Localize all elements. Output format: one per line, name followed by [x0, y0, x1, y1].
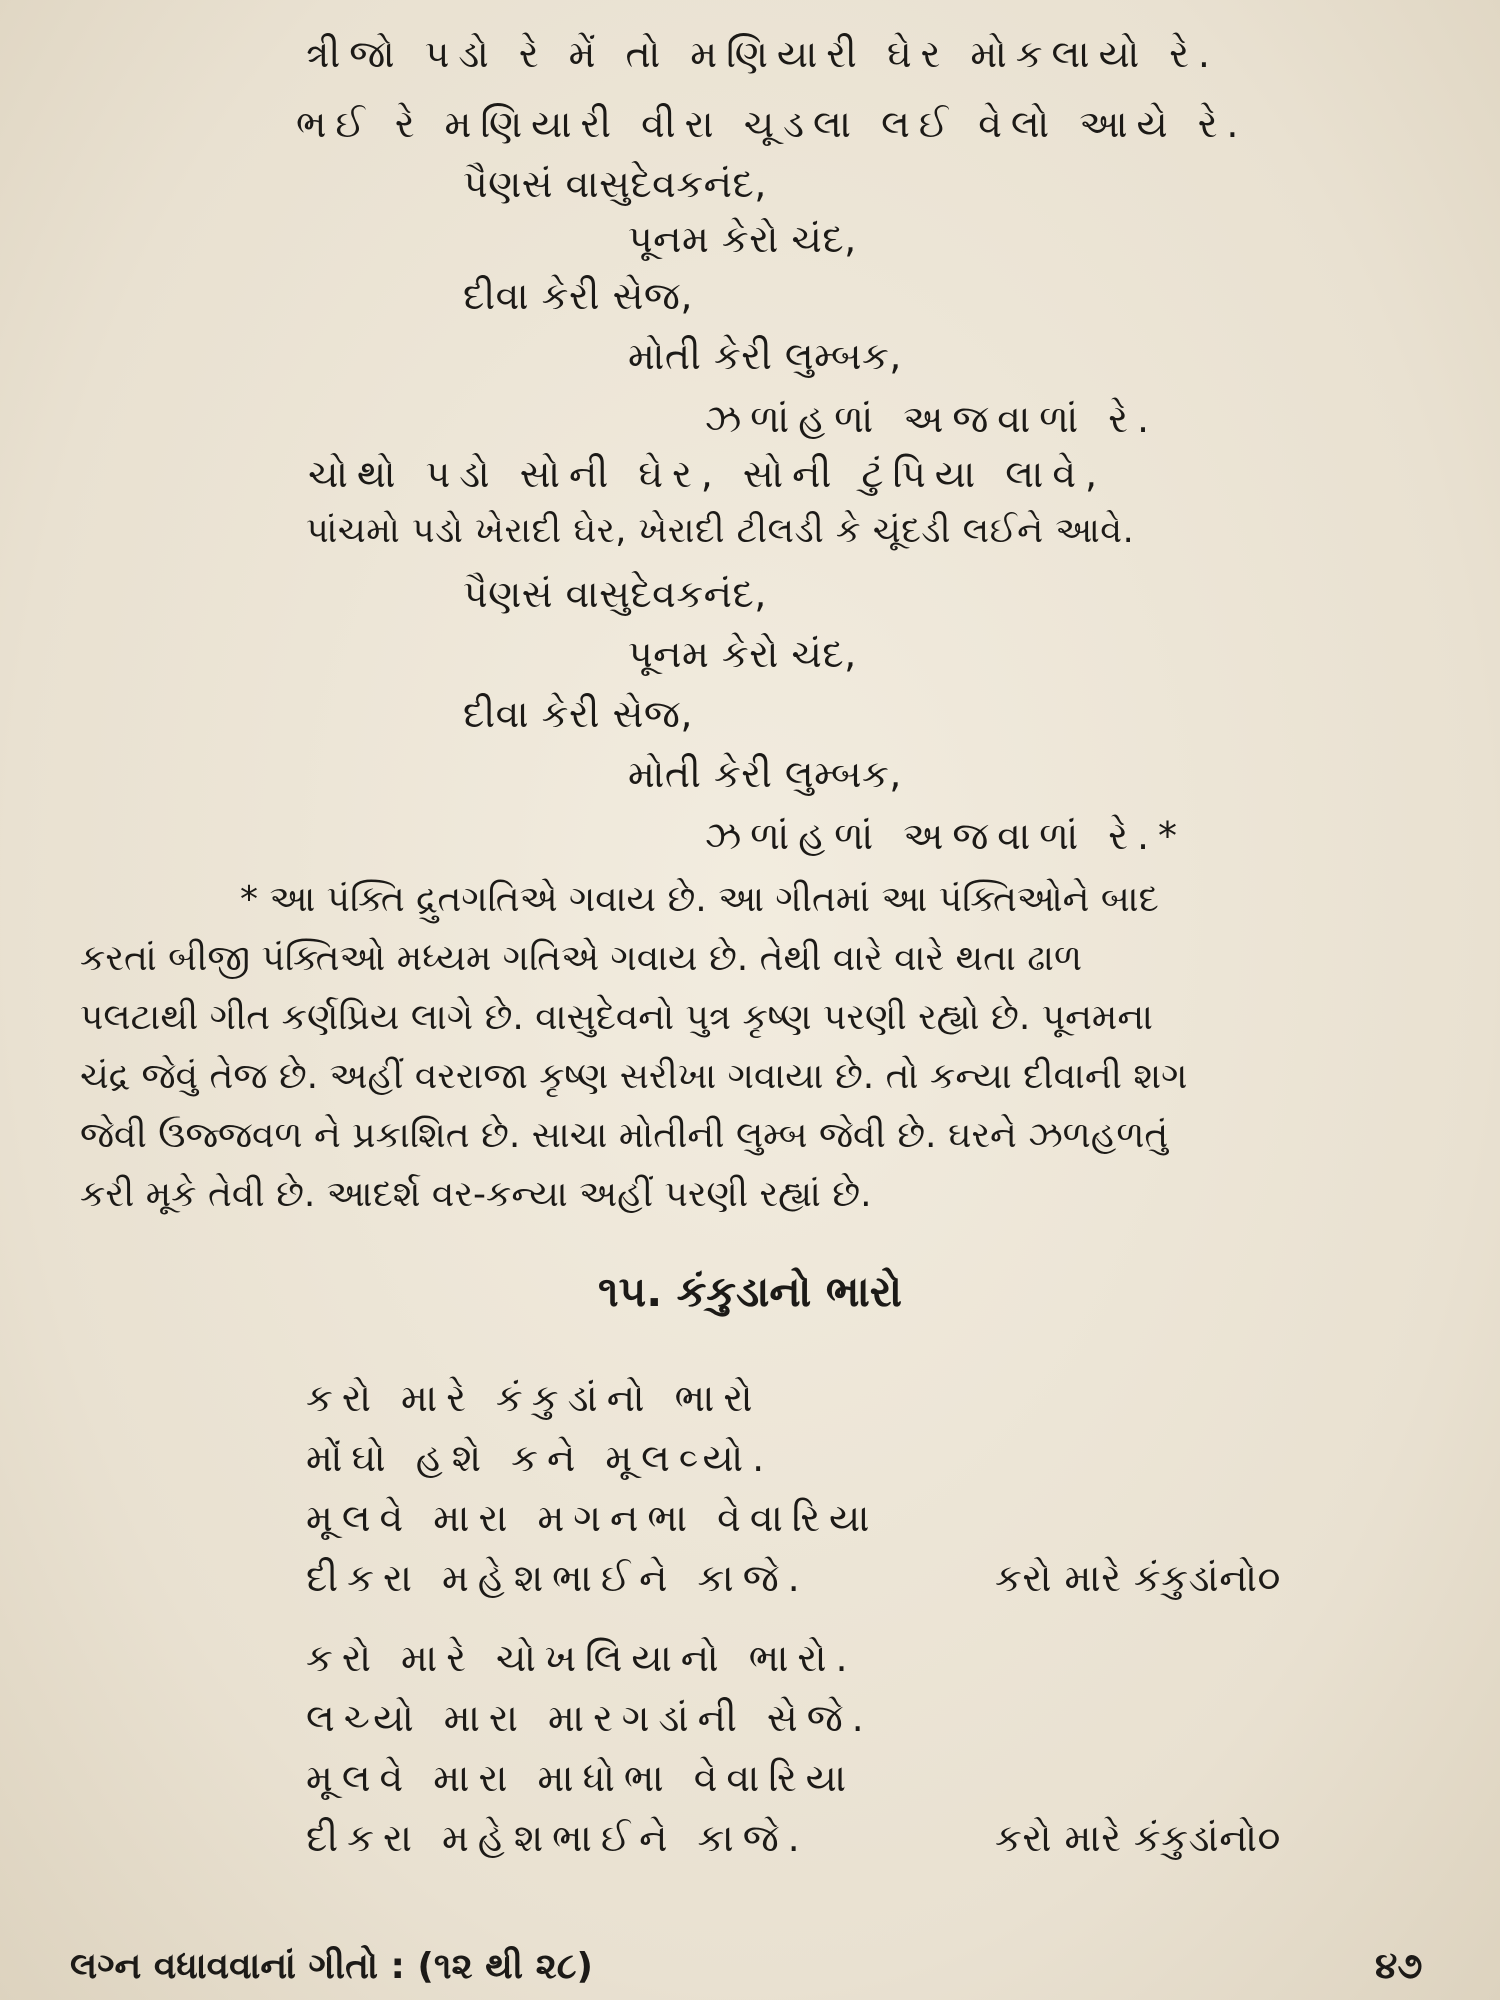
verse-line: મોંઘો હશે કને મૂલવ્યો. — [306, 1436, 774, 1480]
verse-line: પૈણસં વાસુદેવકનંદ, — [463, 162, 767, 206]
verse-line: પૂનમ કેરો ચંદ, — [628, 632, 857, 676]
verse-line: ઝળાંહળાં અજવાળાં રે.* — [705, 814, 1187, 858]
verse-line: ઝળાંહળાં અજવાળાં રે. — [705, 397, 1159, 441]
verse-line: ત્રીજો પડો રે મેં તો મણિયારી ઘેર મોકલાયો રે. — [306, 32, 1220, 76]
footnote-paragraph — [80, 870, 1450, 1224]
footnote-line: કરતાં બીજી પંક્તિઓ મધ્યમ ગતિએ ગવાય છે. તેથી વારે વારે થતા ઢાળ — [80, 938, 1083, 979]
verse-line: દીવા કેરી સેજ, — [463, 274, 693, 318]
footnote-line: ચંદ્ર જેવું તેજ છે. અહીં વરરાજા કૃષ્ણ સરીખા ગવાયા છે. તો કન્યા દીવાની શગ — [80, 1056, 1188, 1097]
verse-line: મોતી કેરી લુમ્બક, — [628, 752, 902, 796]
verse-line: પૂનમ કેરો ચંદ, — [628, 217, 857, 261]
verse-line: દીકરા મહેશભાઈને કાજે. — [306, 1816, 809, 1860]
verse-line: મૂલવે મારા માધોભા વેવારિયા — [306, 1756, 856, 1800]
song-title: ૧૫. કંકુડાનો ભારો — [598, 1267, 902, 1316]
verse-line: ચોથો પડો સોની ઘેર, સોની ટુંપિયા લાવે, — [308, 452, 1107, 496]
refrain-text: કરો મારે કંકુડાંનો૦ — [995, 1556, 1281, 1600]
running-footer-title: લગ્ન વધાવવાનાં ગીતો : (૧૨ થી ૨૮) — [70, 1946, 594, 1987]
verse-line: દીકરા મહેશભાઈને કાજે. — [306, 1556, 809, 1600]
verse-line: પૈણસં વાસુદેવકનંદ, — [463, 572, 767, 616]
verse-line: મૂલવે મારા મગનભા વેવારિયા — [306, 1496, 879, 1540]
refrain-text: કરો મારે કંકુડાંનો૦ — [995, 1816, 1281, 1860]
verse-line: પાંચમો પડો ખેરાદી ઘેર, ખેરાદી ટીલડી કે ચૂંદડી લઈને આવે. — [306, 511, 1135, 551]
verse-line: મોતી કેરી લુમ્બક, — [628, 334, 902, 378]
verse-line: ભઈ રે મણિયારી વીરા ચૂડલા લઈ વેલો આયે રે. — [296, 102, 1248, 146]
footnote-line: પલટાથી ગીત કર્ણપ્રિય લાગે છે. વાસુદેવનો પુત્ર કૃષ્ણ પરણી રહ્યો છે. પૂનમના — [80, 997, 1153, 1038]
verse-line: કરો મારે ચોખલિયાનો ભારો. — [306, 1636, 857, 1680]
page-number: ૪૭ — [1375, 1946, 1423, 1987]
footnote-line: * આ પંક્તિ દ્રુતગતિએ ગવાય છે. આ ગીતમાં આ પંક્તિઓને બાદ — [240, 879, 1159, 920]
footnote-line: જેવી ઉજ્જવળ ને પ્રકાશિત છે. સાચા મોતીની લુમ્બ જેવી છે. ઘરને ઝળહળતું — [80, 1115, 1169, 1156]
verse-line: કરો મારે કંકુડાંનો ભારો — [306, 1376, 762, 1420]
verse-line: દીવા કેરી સેજ, — [463, 692, 693, 736]
footnote-line: કરી મૂકે તેવી છે. આદર્શ વર-કન્યા અહીં પરણી રહ્યાં છે. — [80, 1174, 872, 1215]
verse-line: લચ્યો મારા મારગડાંની સેજે. — [306, 1696, 873, 1740]
